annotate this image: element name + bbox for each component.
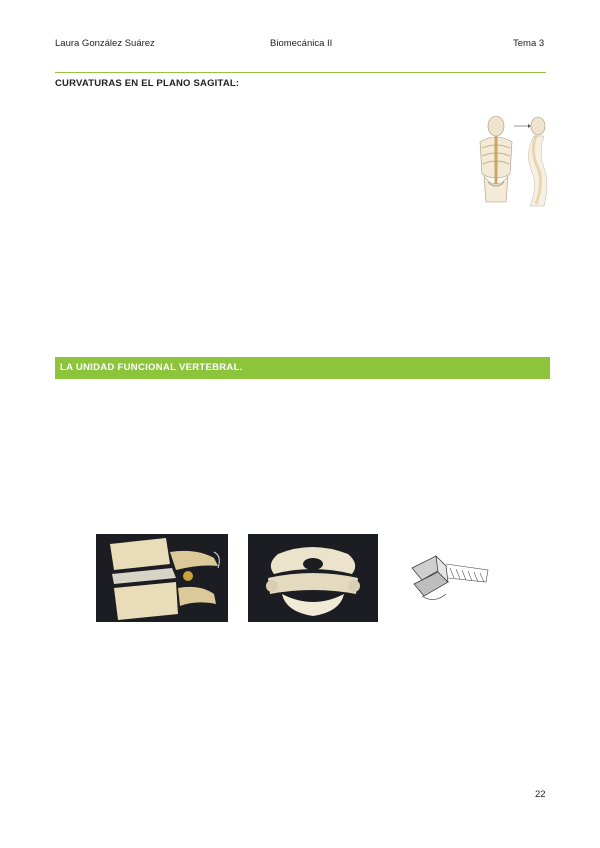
header-subject: Biomecánica II: [270, 38, 333, 49]
section-divider: [55, 72, 546, 73]
vertebral-segment-drawing: [406, 548, 496, 610]
spine-illustration: [468, 112, 556, 212]
header-topic: Tema 3: [513, 38, 545, 49]
section-title-curvaturas: CURVATURAS EN EL PLANO SAGITAL:: [55, 78, 240, 89]
cervical-vertebra-image: [248, 534, 378, 622]
motion-segment-lateral-image: [96, 534, 228, 622]
section-banner-unidad-funcional: [55, 357, 550, 379]
page-number: 22: [535, 789, 546, 800]
section-title-unidad-funcional: LA UNIDAD FUNCIONAL VERTEBRAL.: [60, 362, 243, 373]
header-author: Laura González Suárez: [55, 38, 155, 49]
